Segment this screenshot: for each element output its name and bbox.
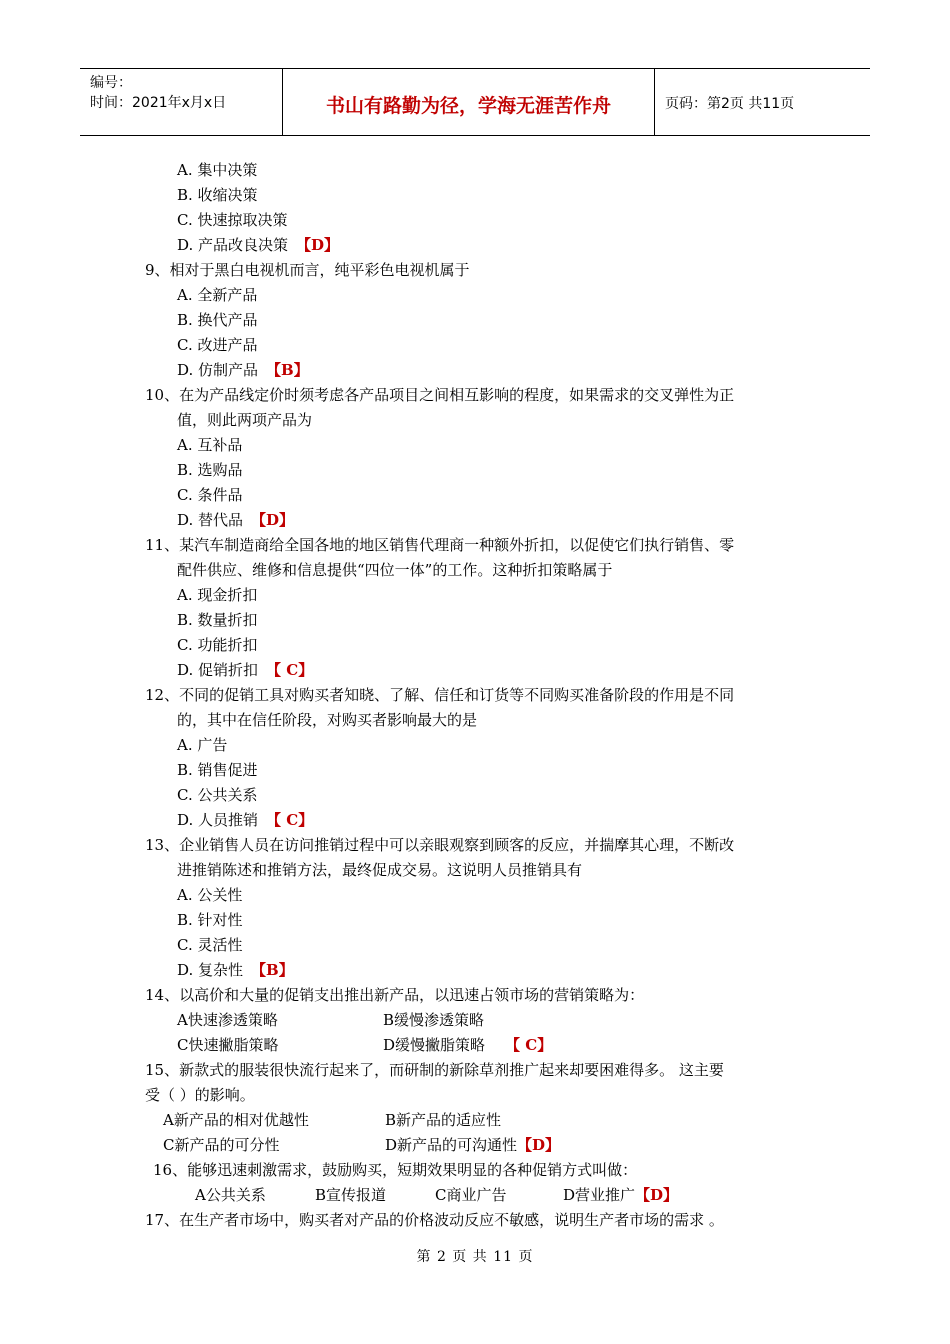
option-line xyxy=(145,608,815,633)
option-text: B缓慢渗透策略 xyxy=(383,1011,485,1029)
question-continuation xyxy=(145,708,815,733)
option-row xyxy=(145,1008,815,1033)
question-text: 9、相对于黑白电视机而言，纯平彩色电视机属于 xyxy=(145,261,470,279)
option-line xyxy=(145,283,815,308)
answer-badge: 【D】 xyxy=(517,1136,561,1154)
question-text: 17、在生产者市场中，购买者对产品的价格波动反应不敏感，说明生产者市场的需求 。 xyxy=(145,1211,724,1229)
option-text: A. 公关性 xyxy=(177,886,243,904)
option-text: C. 条件品 xyxy=(177,486,243,504)
answer-badge: 【D】 xyxy=(635,1186,679,1204)
question-text: 10、在为产品线定价时须考虑各产品项目之间相互影响的程度，如果需求的交叉弹性为正 xyxy=(145,386,735,404)
question-line xyxy=(145,533,815,558)
option-text: B. 收缩决策 xyxy=(177,186,258,204)
question-line xyxy=(145,1058,815,1083)
option-text: D. 仿制产品 xyxy=(177,361,259,379)
option-line xyxy=(145,508,815,533)
question-line xyxy=(145,1208,815,1233)
option-text: C新产品的可分性 xyxy=(163,1136,280,1154)
question-text: 15、新款式的服装很快流行起来了，而研制的新除草剂推广起来却要困难得多。 这主要 xyxy=(145,1061,724,1079)
question-continuation xyxy=(145,558,815,583)
question-continuation xyxy=(145,858,815,883)
question-text: 16、能够迅速刺激需求，鼓励购买，短期效果明显的各种促销方式叫做： xyxy=(153,1161,638,1179)
answer-badge: 【B】 xyxy=(251,961,294,979)
answer-badge: 【D】 xyxy=(296,236,340,254)
header-meta xyxy=(80,69,283,135)
option-text: D. 复杂性 xyxy=(177,961,244,979)
option-text: C商业广告 xyxy=(435,1186,507,1204)
question-text: 的，其中在信任阶段，对购买者影响最大的是 xyxy=(177,711,478,729)
option-line xyxy=(145,933,815,958)
question-text: 11、某汽车制造商给全国各地的地区销售代理商一种额外折扣，以促使它们执行销售、零 xyxy=(145,536,735,554)
question-text: 13、企业销售人员在访问推销过程中可以亲眼观察到顾客的反应，并揣摩其心理，不断改 xyxy=(145,836,735,854)
header-motto: 书山有路勤为径，学海无涯苦作舟 xyxy=(283,69,655,135)
question-text: 14、以高价和大量的促销支出推出新产品，以迅速占领市场的营销策略为： xyxy=(145,986,645,1004)
option-row xyxy=(145,1033,815,1058)
option-line xyxy=(145,958,815,983)
option-line xyxy=(145,208,815,233)
option-line xyxy=(145,158,815,183)
option-text: A. 全新产品 xyxy=(177,286,258,304)
page-footer: 第 2 页 共 11 页 xyxy=(416,1249,534,1265)
question-continuation xyxy=(145,1083,815,1108)
option-text: B. 换代产品 xyxy=(177,311,258,329)
option-line xyxy=(145,233,815,258)
option-text: C快速撇脂策略 xyxy=(177,1036,279,1054)
question-text: 配件供应、维修和信息提供“四位一体”的工作。这种折扣策略属于 xyxy=(177,561,613,579)
option-text: D. 促销折扣 xyxy=(177,661,259,679)
document-time-label: 时间：2021年x月x日 xyxy=(90,95,227,111)
question-line xyxy=(145,833,815,858)
option-row xyxy=(145,1183,815,1208)
option-line xyxy=(145,908,815,933)
question-continuation xyxy=(145,408,815,433)
question-text: 值，则此两项产品为 xyxy=(177,411,313,429)
option-text: D. 替代品 xyxy=(177,511,244,529)
option-text: B新产品的适应性 xyxy=(385,1111,502,1129)
question-list xyxy=(145,158,815,1233)
option-text: A新产品的相对优越性 xyxy=(163,1111,309,1129)
option-text: D新产品的可沟通性 xyxy=(385,1136,518,1154)
header-page-info: 页码：第2页 共11页 xyxy=(665,96,795,112)
answer-badge: 【D】 xyxy=(251,511,295,529)
option-line xyxy=(145,583,815,608)
option-row xyxy=(145,1108,815,1133)
option-text: C. 改进产品 xyxy=(177,336,258,354)
option-text: A. 现金折扣 xyxy=(177,586,258,604)
option-line xyxy=(145,308,815,333)
option-text: A. 互补品 xyxy=(177,436,243,454)
question-line xyxy=(145,683,815,708)
option-text: A. 广告 xyxy=(177,736,228,754)
option-text: A. 集中决策 xyxy=(177,161,258,179)
answer-badge: 【 C】 xyxy=(266,811,314,829)
question-line xyxy=(145,258,815,283)
answer-badge: 【 C】 xyxy=(505,1036,553,1054)
option-text: C. 功能折扣 xyxy=(177,636,258,654)
option-text: D. 产品改良决策 xyxy=(177,236,289,254)
option-line xyxy=(145,433,815,458)
page-header xyxy=(80,68,870,136)
option-line xyxy=(145,733,815,758)
question-line xyxy=(145,983,815,1008)
option-line xyxy=(145,758,815,783)
question-line xyxy=(145,1158,815,1183)
option-text: D. 人员推销 xyxy=(177,811,259,829)
question-line xyxy=(145,383,815,408)
question-text: 12、不同的促销工具对购买者知晓、了解、信任和订货等不同购买准备阶段的作用是不同 xyxy=(145,686,735,704)
option-text: A公共关系 xyxy=(195,1186,266,1204)
option-text: D营业推广 xyxy=(563,1186,636,1204)
option-text: C. 公共关系 xyxy=(177,786,258,804)
option-text: B. 选购品 xyxy=(177,461,243,479)
option-text: C. 快速掠取决策 xyxy=(177,211,288,229)
option-text: B宣传报道 xyxy=(315,1186,387,1204)
option-line xyxy=(145,633,815,658)
option-line xyxy=(145,183,815,208)
option-line xyxy=(145,458,815,483)
option-line xyxy=(145,358,815,383)
option-text: B. 针对性 xyxy=(177,911,243,929)
option-text: A快速渗透策略 xyxy=(177,1011,278,1029)
option-text: C. 灵活性 xyxy=(177,936,243,954)
option-line xyxy=(145,808,815,833)
answer-badge: 【 C】 xyxy=(266,661,314,679)
document-code-label: 编号： xyxy=(90,75,132,91)
option-text: B. 销售促进 xyxy=(177,761,258,779)
question-text: 受（ ）的影响。 xyxy=(145,1086,255,1104)
option-line xyxy=(145,483,815,508)
option-line xyxy=(145,783,815,808)
option-line xyxy=(145,883,815,908)
question-text: 进推销陈述和推销方法，最终促成交易。这说明人员推销具有 xyxy=(177,861,583,879)
option-text: B. 数量折扣 xyxy=(177,611,258,629)
option-row xyxy=(145,1133,815,1158)
option-line xyxy=(145,658,815,683)
answer-badge: 【B】 xyxy=(266,361,309,379)
option-text: D缓慢撇脂策略 xyxy=(383,1036,486,1054)
option-line xyxy=(145,333,815,358)
